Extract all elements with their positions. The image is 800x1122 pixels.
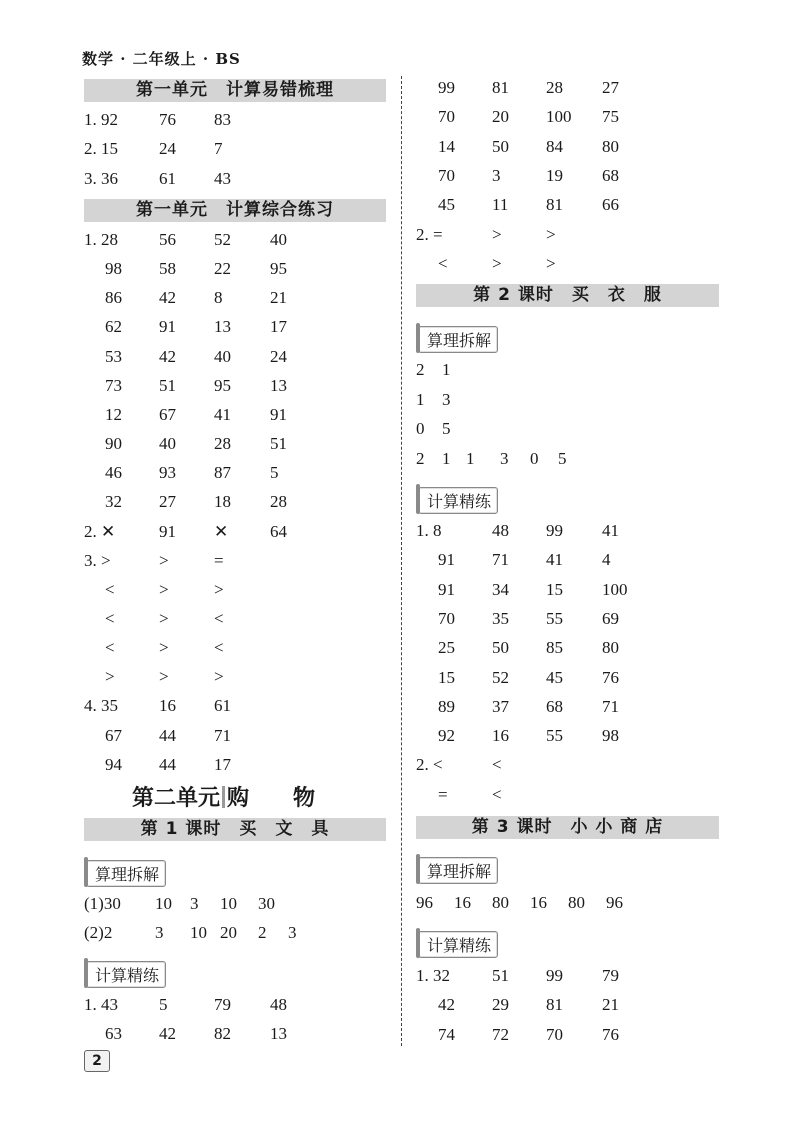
answer-cell: 64 — [270, 521, 287, 541]
answer-cell: 19 — [546, 165, 563, 185]
answer-cell: 74 — [438, 1024, 455, 1044]
answer-cell: 37 — [492, 696, 509, 716]
answer-cell: 43 — [214, 168, 231, 188]
answer-cell: > — [492, 224, 502, 244]
answer-cell: 3 — [155, 923, 164, 942]
tag-jisuan-jinglian: 计算精练 — [86, 961, 166, 988]
answer-cell: 71 — [492, 550, 509, 570]
answer-cell: 25 — [438, 638, 455, 658]
answer-cell: 28 — [270, 492, 287, 512]
answer-cell: > — [546, 253, 556, 273]
answer-cell: 90 — [105, 434, 122, 454]
answer-cell: 44 — [159, 754, 176, 774]
tag-suanli-chaijie: 算理拆解 — [418, 857, 498, 884]
answer-cell: 1 — [442, 449, 451, 469]
answer-cell: 13 — [270, 1024, 287, 1043]
answer-cell: < — [492, 755, 502, 775]
answer-cell: 67 — [159, 404, 176, 424]
column-divider — [401, 76, 402, 1046]
answer-cell: 79 — [602, 966, 619, 985]
answer-cell: 16 — [454, 893, 471, 912]
answer-cell: 22 — [214, 259, 231, 279]
answer-cell: 10 — [220, 894, 237, 913]
answer-cell: 2 — [416, 360, 425, 379]
answer-cell: 24 — [270, 346, 287, 366]
answer-cell: < — [438, 253, 448, 273]
answer-cell: 92 — [438, 726, 455, 746]
answer-cell: 91 — [270, 404, 287, 424]
answer-cell: 16 — [492, 726, 509, 746]
answer-cell: 17 — [214, 754, 231, 774]
answer-cell: 81 — [492, 78, 509, 97]
answer-cell: 73 — [105, 375, 122, 395]
answer-cell: 58 — [159, 259, 176, 279]
answer-cell: 13 — [214, 317, 231, 337]
answer-cell: 48 — [270, 995, 287, 1014]
answer-cell: 3. 36 — [84, 168, 118, 188]
answer-cell: 20 — [492, 107, 509, 127]
answer-cell: 18 — [214, 492, 231, 512]
answer-cell: 15 — [546, 579, 563, 599]
answer-cell: 80 — [602, 638, 619, 658]
title-separator — [222, 786, 225, 808]
answer-cell: 41 — [546, 550, 563, 570]
answer-cell: 16 — [530, 893, 547, 912]
answer-cell: 2. 15 — [84, 139, 118, 159]
answer-cell: > — [159, 638, 169, 658]
answer-cell: 50 — [492, 136, 509, 156]
answer-cell: 32 — [105, 492, 122, 512]
answer-cell: 35 — [492, 608, 509, 628]
answer-cell: 70 — [438, 608, 455, 628]
answer-cell: 99 — [546, 966, 563, 985]
answer-cell: 79 — [214, 995, 231, 1014]
answer-cell: 81 — [546, 195, 563, 215]
answer-cell: 94 — [105, 754, 122, 774]
answer-cell: > — [159, 550, 169, 570]
answer-cell: 99 — [546, 521, 563, 540]
answer-cell: 3. > — [84, 550, 111, 570]
answer-cell: 80 — [568, 893, 585, 912]
answer-cell: 95 — [214, 375, 231, 395]
answer-cell: 96 — [606, 893, 623, 912]
answer-cell: 82 — [214, 1024, 231, 1043]
answer-cell: 70 — [438, 165, 455, 185]
answer-cell: 51 — [159, 375, 176, 395]
answer-cell: 30 — [258, 894, 275, 913]
answer-cell: 27 — [159, 492, 176, 512]
answer-cell: ✕ — [214, 521, 229, 541]
answer-cell: 50 — [492, 638, 509, 658]
unit-2-title — [132, 781, 315, 812]
answer-cell: = — [214, 550, 224, 570]
answer-cell: 4. 35 — [84, 696, 118, 716]
answer-cell: 41 — [602, 521, 619, 540]
answer-cell: 76 — [602, 667, 619, 687]
answer-cell: 28 — [546, 78, 563, 97]
answer-cell: 5 — [558, 449, 567, 469]
answer-cell: 72 — [492, 1024, 509, 1044]
answer-cell: 12 — [105, 404, 122, 424]
answer-cell: 1. 92 — [84, 110, 118, 129]
answer-cell: 95 — [270, 259, 287, 279]
answer-cell: 63 — [105, 1024, 122, 1043]
answer-cell: 98 — [105, 259, 122, 279]
answer-cell: 100 — [546, 107, 572, 127]
answer-cell: > — [492, 253, 502, 273]
answer-cell: 40 — [214, 346, 231, 366]
answer-cell: > — [546, 224, 556, 244]
answer-cell: 84 — [546, 136, 563, 156]
answer-cell: 86 — [105, 288, 122, 308]
answer-cell: 52 — [214, 230, 231, 249]
answer-cell: 4 — [602, 550, 611, 570]
answer-cell: 20 — [220, 923, 237, 942]
answer-cell: 93 — [159, 463, 176, 483]
lesson-2-title: 第 2 课时 买 衣 服 — [416, 284, 719, 307]
answer-cell: 28 — [214, 434, 231, 454]
answer-cell: < — [492, 784, 502, 804]
answer-cell: 1. 28 — [84, 230, 118, 249]
answer-cell: 81 — [546, 995, 563, 1015]
answer-cell: 83 — [214, 110, 231, 129]
answer-cell: > — [159, 667, 169, 687]
answer-cell: 42 — [159, 1024, 176, 1043]
answer-cell: 52 — [492, 667, 509, 687]
answer-cell: 87 — [214, 463, 231, 483]
answer-cell: < — [214, 638, 224, 658]
answer-cell: 70 — [438, 107, 455, 127]
answer-cell: 24 — [159, 139, 176, 159]
answer-cell: 61 — [214, 696, 231, 716]
answer-cell: 53 — [105, 346, 122, 366]
answer-cell: 80 — [602, 136, 619, 156]
answer-cell: 11 — [492, 195, 509, 215]
answer-cell: = — [438, 784, 448, 804]
answer-cell: 62 — [105, 317, 122, 337]
answer-cell: 91 — [159, 317, 176, 337]
answer-cell: 8 — [214, 288, 223, 308]
answer-cell: 15 — [438, 667, 455, 687]
answer-cell: 3 — [442, 389, 451, 409]
answer-cell: 0 — [416, 419, 425, 439]
answer-cell: 44 — [159, 725, 176, 745]
answer-cell: 17 — [270, 317, 287, 337]
answer-cell: 51 — [492, 966, 509, 985]
answer-cell: 67 — [105, 725, 122, 745]
answer-cell: < — [214, 608, 224, 628]
unit-2-label: 第二单元 — [132, 785, 221, 811]
answer-cell: 5 — [270, 463, 279, 483]
answer-cell: 16 — [159, 696, 176, 716]
tag-jisuan-jinglian: 计算精练 — [418, 931, 498, 958]
answer-cell: 46 — [105, 463, 122, 483]
page-header: 数学 · 二年级上 · BS — [82, 50, 241, 68]
answer-cell: 0 — [530, 449, 539, 469]
answer-cell: 40 — [159, 434, 176, 454]
answer-cell: > — [105, 667, 115, 687]
answer-cell: 42 — [159, 288, 176, 308]
answer-cell: 2 — [416, 449, 425, 469]
answer-cell: 71 — [602, 696, 619, 716]
unit-2-name: 购 物 — [227, 785, 316, 811]
answer-cell: 42 — [159, 346, 176, 366]
answer-cell: 55 — [546, 608, 563, 628]
answer-cell: 21 — [270, 288, 287, 308]
answer-cell: < — [105, 638, 115, 658]
answer-cell: > — [159, 608, 169, 628]
lesson-3-title: 第 3 课时 小 小 商 店 — [416, 816, 719, 839]
answer-cell: 68 — [602, 165, 619, 185]
answer-cell: 13 — [270, 375, 287, 395]
answer-cell: 1. 32 — [416, 966, 450, 985]
answer-cell: 1. 8 — [416, 521, 442, 540]
answer-cell: < — [105, 579, 115, 599]
answer-cell: 21 — [602, 995, 619, 1015]
answer-cell: 56 — [159, 230, 176, 249]
answer-cell: 3 — [500, 449, 509, 469]
answer-cell: 2. < — [416, 755, 443, 775]
answer-cell: 69 — [602, 608, 619, 628]
answer-cell: 91 — [438, 550, 455, 570]
answer-cell: 96 — [416, 893, 433, 912]
tag-jisuan-jinglian: 计算精练 — [418, 487, 498, 514]
answer-cell: 45 — [438, 195, 455, 215]
answer-cell: 3 — [190, 894, 199, 913]
answer-cell: (1)30 — [84, 894, 121, 913]
answer-cell: 89 — [438, 696, 455, 716]
answer-cell: 100 — [602, 579, 628, 599]
answer-cell: 40 — [270, 230, 287, 249]
answer-cell: 68 — [546, 696, 563, 716]
answer-cell: > — [159, 579, 169, 599]
answer-cell: 99 — [438, 78, 455, 97]
answer-cell: 34 — [492, 579, 509, 599]
answer-cell: 10 — [190, 923, 207, 942]
answer-cell: 2. = — [416, 224, 443, 244]
answer-cell: 29 — [492, 995, 509, 1015]
section-title-comprehensive-practice: 第一单元 计算综合练习 — [84, 199, 386, 222]
answer-cell: 75 — [602, 107, 619, 127]
answer-cell: 5 — [442, 419, 451, 439]
answer-cell: 85 — [546, 638, 563, 658]
answer-cell: 80 — [492, 893, 509, 912]
tag-suanli-chaijie: 算理拆解 — [418, 326, 498, 353]
answer-cell: 5 — [159, 995, 168, 1014]
answer-cell: 66 — [602, 195, 619, 215]
answer-cell: 10 — [155, 894, 172, 913]
answer-cell: 61 — [159, 168, 176, 188]
answer-cell: 76 — [602, 1024, 619, 1044]
answer-cell: 98 — [602, 726, 619, 746]
answer-cell: 70 — [546, 1024, 563, 1044]
answer-cell: 27 — [602, 78, 619, 97]
answer-cell: 48 — [492, 521, 509, 540]
answer-cell: < — [105, 608, 115, 628]
answer-cell: 1 — [442, 360, 451, 379]
answer-cell: 3 — [288, 923, 297, 942]
answer-cell: 41 — [214, 404, 231, 424]
answer-cell: 76 — [159, 110, 176, 129]
answer-cell: > — [214, 579, 224, 599]
tag-suanli-chaijie: 算理拆解 — [86, 860, 166, 887]
answer-cell: 42 — [438, 995, 455, 1015]
page-number: 2 — [84, 1050, 110, 1072]
answer-cell: 14 — [438, 136, 455, 156]
answer-cell: 1 — [466, 449, 475, 469]
answer-cell: 2 — [258, 923, 267, 942]
answer-cell: 2. ✕ — [84, 521, 116, 541]
section-title-error-review: 第一单元 计算易错梳理 — [84, 79, 386, 102]
answer-cell: 1. 43 — [84, 995, 118, 1014]
answer-cell: 55 — [546, 726, 563, 746]
answer-cell: (2)2 — [84, 923, 113, 942]
answer-cell: 91 — [438, 579, 455, 599]
answer-cell: 51 — [270, 434, 287, 454]
answer-cell: 71 — [214, 725, 231, 745]
answer-cell: 45 — [546, 667, 563, 687]
answer-cell: 3 — [492, 165, 501, 185]
answer-cell: 91 — [159, 521, 176, 541]
answer-cell: 1 — [416, 389, 425, 409]
answer-cell: 7 — [214, 139, 223, 159]
answer-cell: > — [214, 667, 224, 687]
lesson-1-title: 第 1 课时 买 文 具 — [84, 818, 386, 841]
